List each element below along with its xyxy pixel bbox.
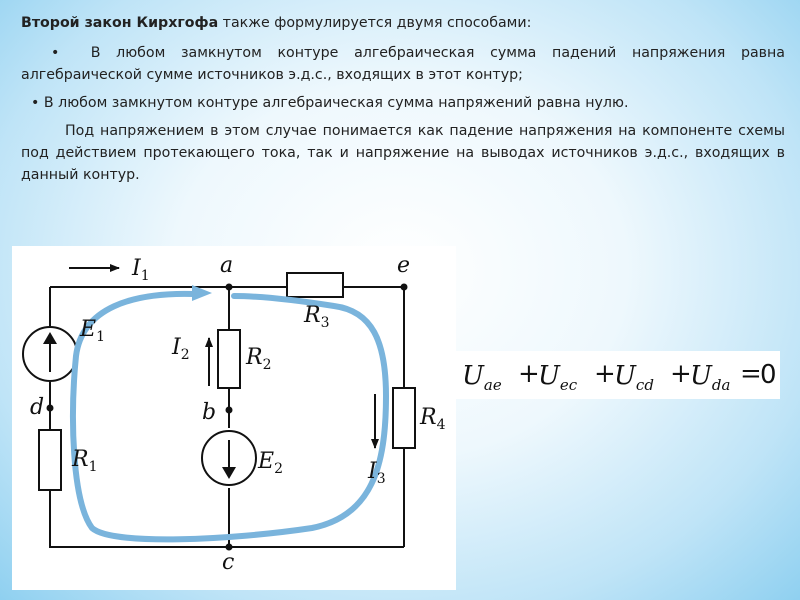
resistor-r2: [218, 330, 240, 388]
label-r4: $R_4$: [420, 405, 446, 433]
node-a-dot: [226, 284, 233, 291]
slide-heading: [21, 12, 785, 34]
equals-sign: =: [740, 359, 762, 389]
source-e2: [202, 431, 256, 485]
node-label-b: b: [202, 400, 217, 425]
label-r2: $R_2$: [246, 345, 272, 373]
bullet-item-1: [21, 42, 785, 86]
node-d-dot: [47, 405, 54, 412]
plus-sign-2: +: [594, 359, 616, 389]
kvl-equation: [456, 351, 780, 399]
plus-sign-1: +: [518, 359, 540, 389]
term-uec: $U_{ec}$: [538, 361, 578, 394]
plus-sign-3: +: [670, 359, 692, 389]
label-e2: $E_2$: [258, 449, 283, 477]
node-b-dot: [226, 407, 233, 414]
term-uae: $U_{ae}$: [462, 361, 502, 394]
label-i1: $I_1$: [132, 256, 150, 284]
node-label-d: d: [30, 395, 45, 420]
node-label-e: e: [397, 253, 411, 278]
term-uda: $U_{da}$: [690, 361, 731, 394]
slide-text: [21, 12, 785, 186]
label-r3: $R_3$: [304, 303, 330, 331]
source-e1: [23, 327, 77, 381]
resistor-r1: [39, 430, 61, 490]
node-label-a: a: [220, 253, 234, 278]
bullet-text-2: В любом замкнутом контуре алгебраическая сумма напряжений равна нулю.: [43, 95, 629, 111]
equation-svg: [456, 351, 780, 399]
label-i2: $I_2$: [172, 335, 190, 363]
bullet-text-1: В любом замкнутом контуре алгебраическая сумма падений напряжения равна алгебраической сумме источников э.д.с., входящих в этот контур;: [21, 45, 785, 83]
explanation-paragraph: Под напряжением в этом случае понимается как падение напряжения на компоненте схемы под действием протекающего тока, так и напряжение на выводах источников э.д.с., входящих в данный контур.: [21, 123, 785, 183]
node-e-dot: [401, 284, 408, 291]
circuit-svg: [12, 246, 456, 590]
node-label-c: c: [222, 550, 235, 575]
label-r1: $R_1$: [72, 447, 98, 475]
circuit-diagram: [12, 246, 456, 590]
bullet-item-2: [21, 92, 785, 114]
resistor-r3: [287, 273, 343, 297]
label-i3: $I_3$: [368, 459, 386, 487]
bullet-marker: •: [31, 95, 40, 111]
bullet-marker: •: [51, 45, 60, 61]
equation-rhs: 0: [760, 360, 777, 390]
label-e1: $E_1$: [80, 317, 105, 345]
heading-rest: также формулируется двумя способами:: [218, 15, 532, 31]
term-ucd: $U_{cd}$: [614, 361, 654, 394]
resistor-r4: [393, 388, 415, 448]
heading-bold: Второй закон Кирхгофа: [21, 15, 219, 31]
